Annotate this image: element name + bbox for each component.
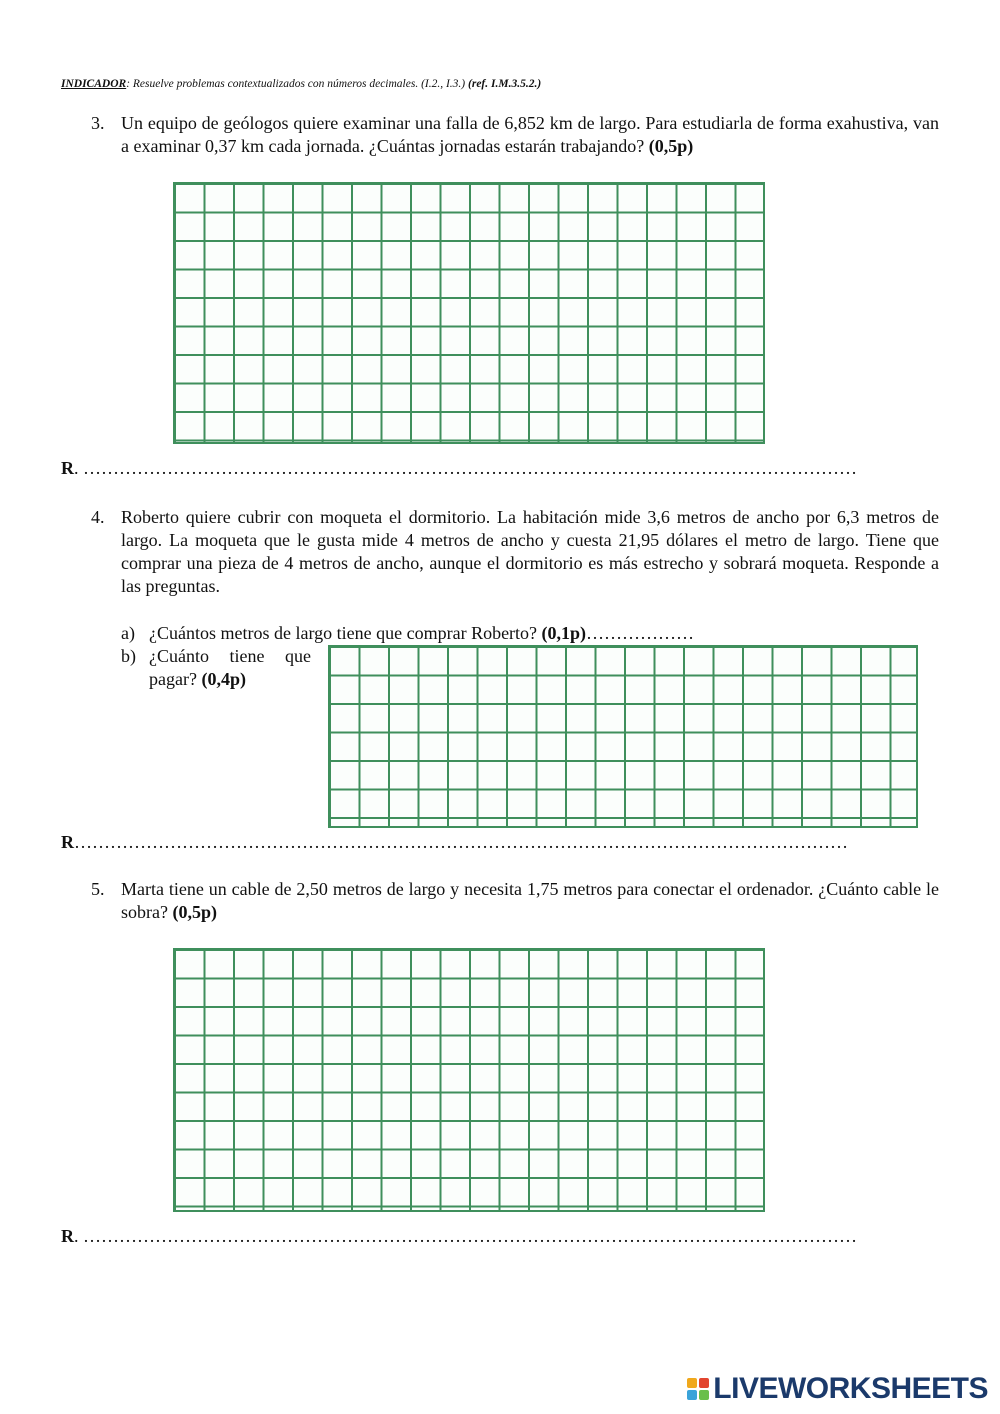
q5-answer-label: R xyxy=(61,1226,74,1246)
indicator-ref: (ref. I.M.3.5.2.) xyxy=(468,78,542,90)
q5-work-grid[interactable] xyxy=(173,948,765,1212)
q5-text xyxy=(121,878,939,924)
q3-answer-label: R xyxy=(61,458,74,478)
q4-answer-label: R xyxy=(61,832,74,852)
q4-answer-line xyxy=(61,832,848,853)
q3-work-grid[interactable] xyxy=(173,182,765,444)
q3-answer-line xyxy=(61,458,857,479)
q3-statement: Un equipo de geólogos quiere examinar una falla de 6,852 km de largo. Para estudiarla de forma exahustiva, van a examinar 0,37 km cada jornada. ¿Cuántas jornadas estarán trabajando? xyxy=(121,113,939,156)
q4-number: 4. xyxy=(91,507,105,527)
q4-work-grid[interactable] xyxy=(328,645,918,828)
q3-number: 3. xyxy=(91,113,105,133)
q4b-text xyxy=(149,645,311,691)
logo-text: LIVEWORKSHEETS xyxy=(713,1372,988,1405)
q3-answer-dots[interactable]: . ………………………………………………………………………………………………………………… xyxy=(74,458,857,478)
q4a-question: ¿Cuántos metros de largo tiene que comprar Roberto? xyxy=(149,623,542,643)
q4-text: Roberto quiere cubrir con moqueta el dormitorio. La habitación mide 3,6 metros de ancho por 6,3 metros de largo. La moqueta que le gusta mide 4 metros de ancho y cuesta 21,95 dólares el metro de largo. Tiene que comprar una pieza de 4 metros de ancho, aunque el dormitorio es más estrecho y sobrará moqueta. Responde a las preguntas. xyxy=(121,507,939,596)
liveworksheets-logo xyxy=(687,1372,988,1406)
q3-text xyxy=(121,112,939,158)
q4a-text xyxy=(149,622,694,645)
q4b-letter: b) xyxy=(121,646,136,666)
q3-points: (0,5p) xyxy=(648,136,694,156)
q5-points: (0,5p) xyxy=(172,902,217,922)
q5-answer-line xyxy=(61,1226,857,1247)
q5-answer-dots[interactable]: . ………………………………………………………………………………………………………………… xyxy=(74,1226,857,1246)
q4-answer-dots[interactable]: ………………………………………………………………………………………………………………… xyxy=(74,832,848,852)
q4a-letter: a) xyxy=(121,623,135,643)
q4a-points: (0,1p) xyxy=(541,623,587,643)
indicator-text: : Resuelve problemas contextualizados con números decimales. (I.2., I.3.) xyxy=(126,78,469,90)
q4a-answer-dots[interactable]: ……………… xyxy=(586,623,695,643)
indicator-line xyxy=(61,78,541,90)
q5-number: 5. xyxy=(91,879,105,899)
q4b-points: (0,4p) xyxy=(201,669,246,689)
q4b-question: ¿Cuánto tiene que pagar? xyxy=(149,646,311,689)
liveworksheets-logo-icon xyxy=(687,1378,709,1400)
indicator-label: INDICADOR xyxy=(61,78,127,90)
q5-statement: Marta tiene un cable de 2,50 metros de largo y necesita 1,75 metros para conectar el ordenador. ¿Cuánto cable le sobra? xyxy=(121,879,939,922)
